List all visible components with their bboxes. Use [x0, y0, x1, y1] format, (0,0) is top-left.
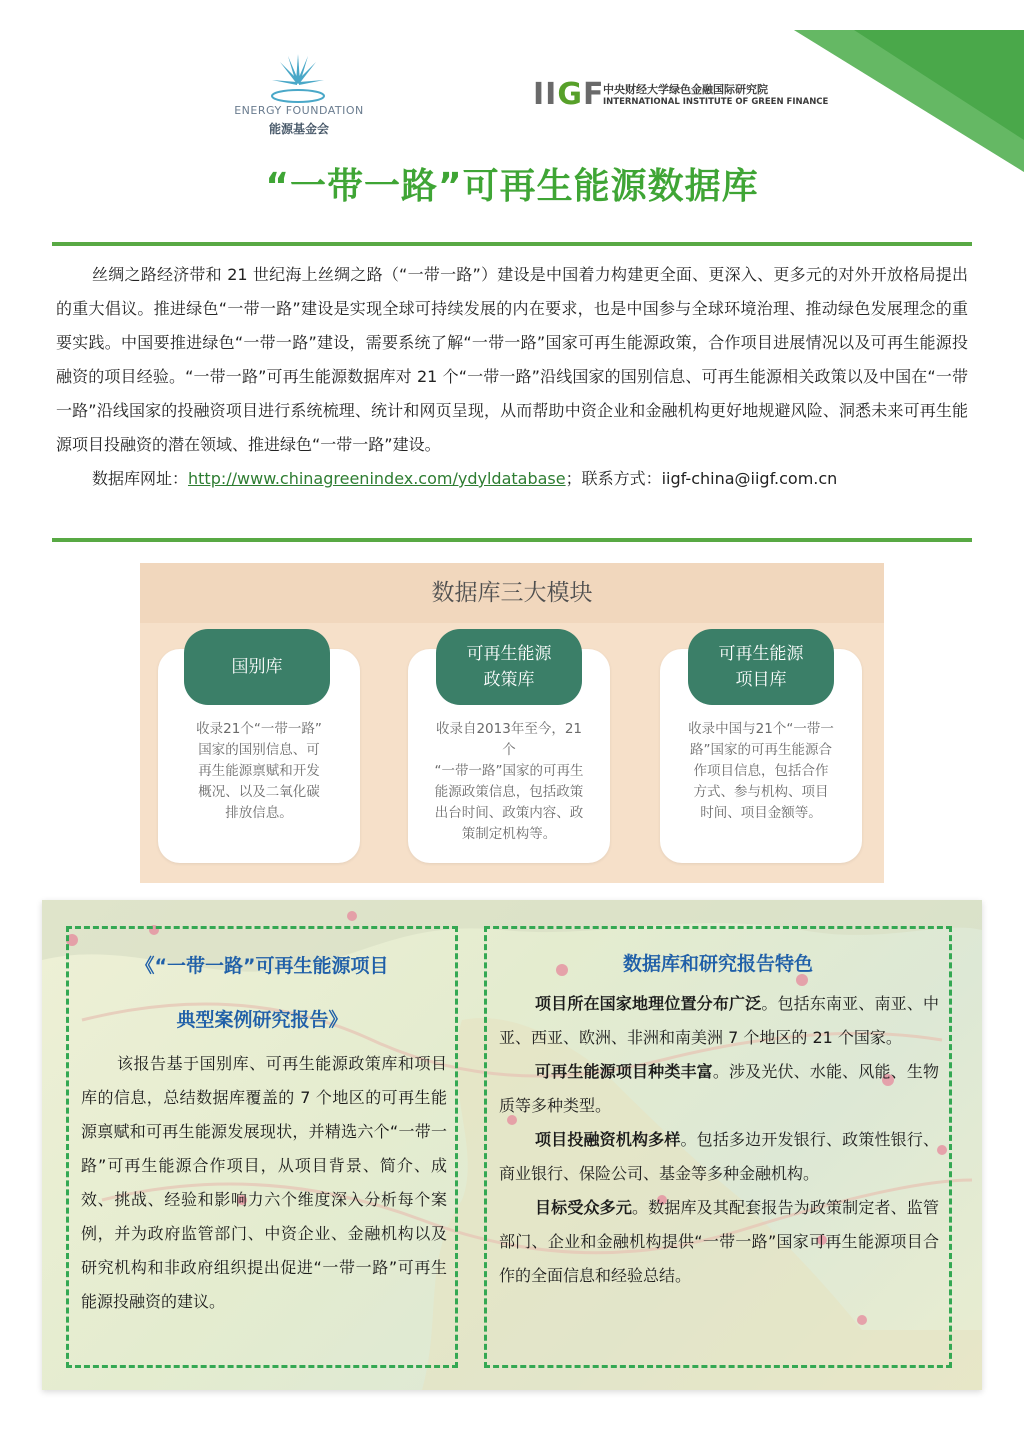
iigf-cn-name: 中央财经大学绿色金融国际研究院 — [603, 83, 768, 96]
iigf-en-name: INTERNATIONAL INSTITUTE OF GREEN FINANCE — [603, 97, 829, 107]
intro-paragraph: 丝绸之路经济带和 21 世纪海上丝绸之路（“一带一路”）建设是中国着力构建更全面、更深入、更多元的对外开放格局提出的重大倡议。推进绿色“一带一路”建设是实现全球可持续发展的内在要求，也是中国参与全球环境治理、推动绿色发展理念的重要实践。中国要推进绿色“一带一路”建设，需要系统了解“一带一路”国家可再生能源政策，合作项目进展情况以及可再生能源投融资的项目经验。“一带一路”可再生能源数据库对 21 个“一带一路”沿线国家的国别信息、可再生能源相关政策以及中国在“一带一路”沿线国家的投融资项目进行系统梳理、统计和网页呈现，从而帮助中资企业和金融机构更好地规避风险、洞悉未来可再生能源项目投融资的潜在领域、推进绿色“一带一路”建设。 — [56, 265, 968, 454]
database-link[interactable]: http://www.chinagreenindex.com/ydyldatabase — [188, 469, 566, 488]
energy-foundation-cn-name: 能源基金会 — [268, 122, 329, 136]
contact-label: ；联系方式： — [565, 469, 662, 488]
modules-title: 数据库三大模块 — [140, 563, 884, 623]
contact-email[interactable]: iigf-china@iigf.com.cn — [661, 469, 838, 488]
energy-foundation-name: ENERGY FOUNDATION — [234, 104, 364, 117]
iigf-mark: IIGF — [533, 77, 605, 112]
energy-foundation-logo — [232, 52, 362, 136]
feature-item: 项目投融资机构多样。包括多边开发银行、政策性银行、商业银行、保险公司、基金等多种金融机构。 — [499, 1130, 939, 1183]
feature-item: 目标受众多元。数据库及其配套报告为政策制定者、监管部门、企业和金融机构提供“一带一路”国家可再生能源项目合作的全面信息和经验总结。 — [499, 1198, 939, 1285]
corner-decoration — [794, 30, 1024, 172]
intro-contact-line — [56, 462, 968, 496]
report-title-line-1: 《“一带一路”可再生能源项目 — [135, 955, 389, 977]
features-box — [484, 926, 952, 1368]
divider — [52, 538, 972, 542]
features-title: 数据库和研究报告特色 — [622, 953, 813, 975]
module-description: 收录中国与21个“一带一 路”国家的可再生能源合 作项目信息，包括合作 方式、参与机构、项目 时间、项目金额等。 — [688, 721, 834, 821]
intro-section — [56, 258, 968, 496]
feature-item: 项目所在国家地理位置分布广泛。包括东南亚、南亚、中亚、西亚、欧洲、非洲和南美洲 7 个地区的 21 个国家。 — [499, 994, 939, 1047]
report-box — [66, 926, 458, 1368]
divider — [52, 242, 972, 246]
map-background-section — [42, 900, 982, 1390]
modules-panel — [140, 563, 884, 883]
url-label: 数据库网址： — [92, 469, 189, 488]
module-description: 收录21个“一带一路” 国家的国别信息、可 再生能源禀赋和开发 概况、以及二氧化碳 排放信息。 — [196, 721, 322, 821]
report-title-line-2: 典型案例研究报告》 — [176, 1009, 348, 1031]
module-name-project: 可再生能源 项目库 — [688, 629, 834, 705]
starburst-icon — [270, 52, 326, 104]
page-title: “一带一路”可再生能源数据库 — [265, 166, 759, 207]
module-name-policy: 可再生能源 政策库 — [436, 629, 582, 705]
module-description: 收录自2013年至今，21个 “一带一路”国家的可再生 能源政策信息，包括政策 出台时间、政策内容、政 策制定机构等。 — [434, 721, 584, 842]
report-body: 该报告基于国别库、可再生能源政策库和项目库的信息，总结数据库覆盖的 7 个地区的可再生能源禀赋和可再生能源发展现状，并精选六个“一带一路”可再生能源合作项目，从项目背景、简介、成效、挑战、经验和影响力六个维度深入分析每个案例，并为政府监管部门、中资企业、金融机构以及研究机构和非政府组织提出促进“一带一路”可再生能源投融资的建议。 — [81, 1054, 447, 1311]
module-name-country: 国别库 — [184, 629, 330, 705]
feature-item: 可再生能源项目种类丰富。涉及光伏、水能、风能、生物质等多种类型。 — [499, 1062, 939, 1115]
features-list — [499, 987, 939, 1293]
iigf-logo — [533, 77, 829, 118]
